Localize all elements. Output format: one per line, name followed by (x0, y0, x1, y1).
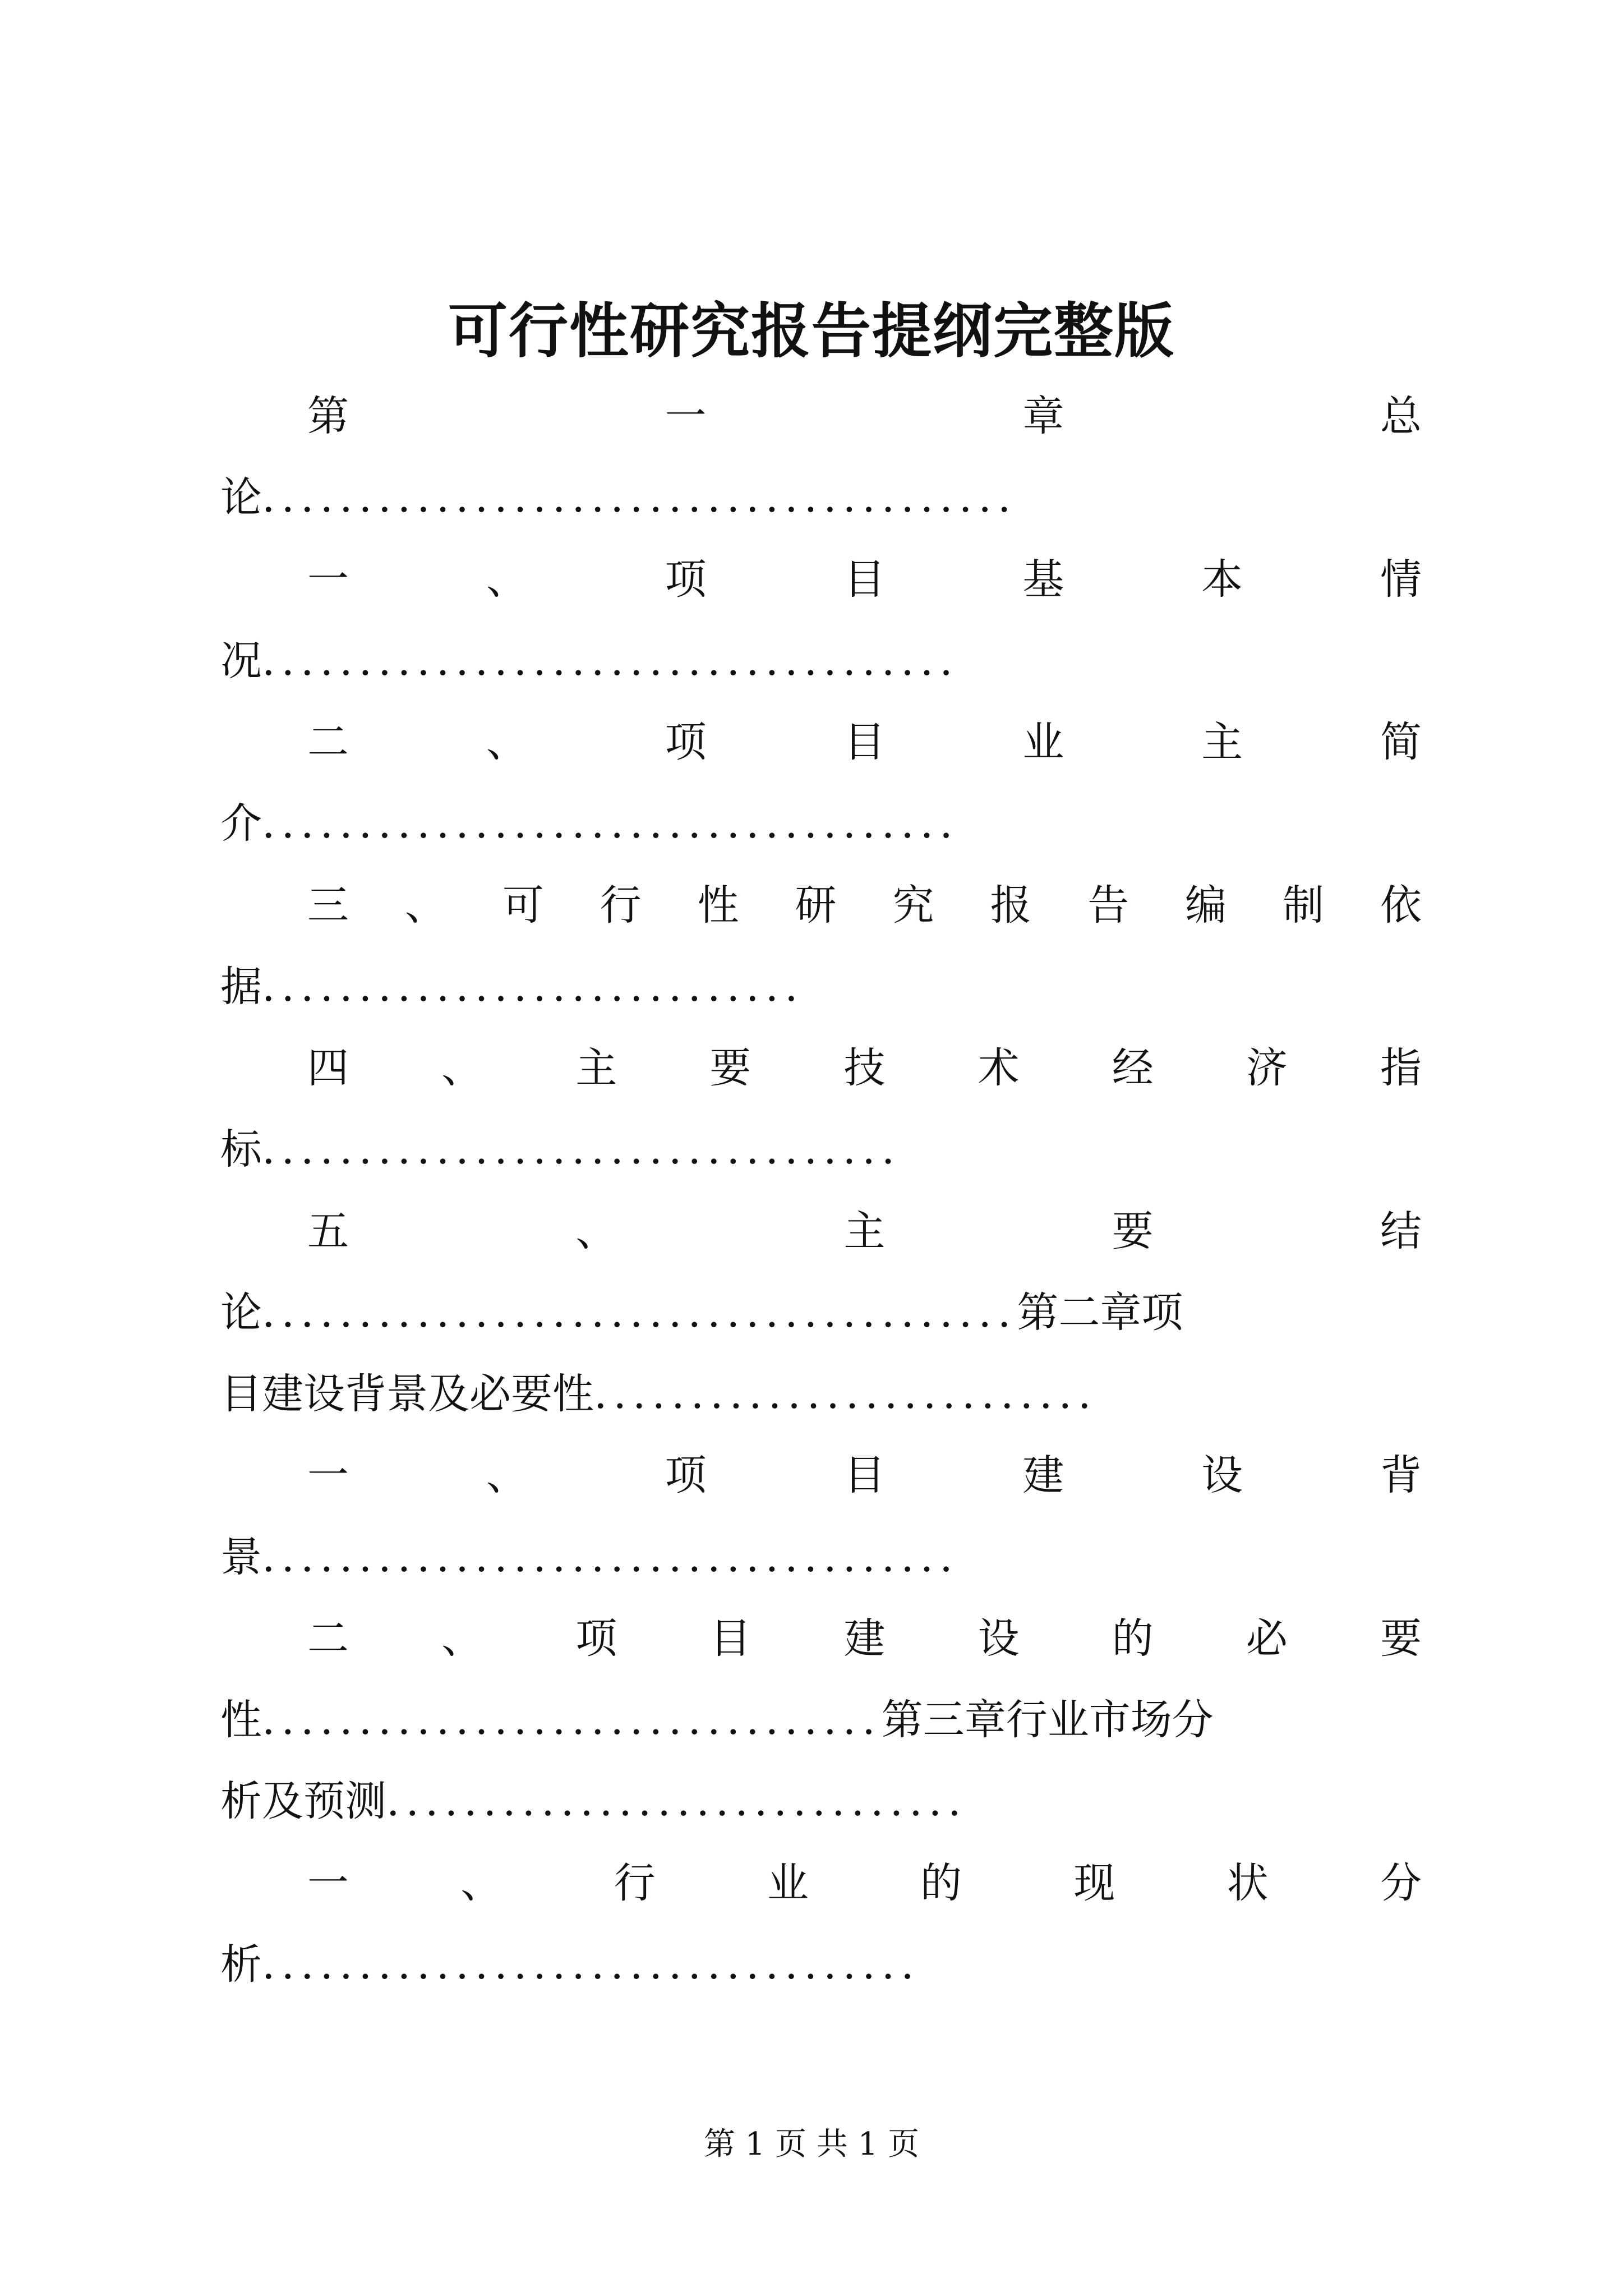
dot-leader: .................................... (262, 799, 959, 848)
toc-heading-line (220, 703, 1422, 781)
toc-char: 经 (1112, 1044, 1154, 1092)
toc-char: 究 (892, 881, 934, 930)
toc-char: 要 (1112, 1207, 1154, 1255)
toc-char: 第 (307, 392, 349, 440)
toc-text: 标 (220, 1125, 262, 1174)
toc-text: 析 (220, 1940, 262, 1989)
toc-char: 二 (307, 1614, 349, 1663)
toc-char: 背 (1380, 1451, 1422, 1499)
toc-char: 分 (1380, 1859, 1422, 1907)
toc-leader-line (220, 947, 1422, 1026)
toc-continuation-text: 第三章行业市场分 (881, 1696, 1214, 1744)
toc-char: 术 (978, 1044, 1020, 1092)
toc-heading-line (220, 1192, 1422, 1271)
document-title: 可行性研究报告提纲完整版 (448, 296, 1175, 366)
toc-char: 项 (575, 1614, 617, 1663)
toc-char: 要 (709, 1044, 751, 1092)
toc-char: 、 (460, 1859, 502, 1907)
toc-leader-line (220, 1273, 1422, 1352)
toc-char: 行 (614, 1859, 656, 1907)
toc-char: 情 (1380, 555, 1422, 604)
toc-char: 现 (1073, 1859, 1115, 1907)
toc-leader-line (220, 784, 1422, 863)
toc-heading-line (220, 540, 1422, 619)
toc-heading-line (220, 1436, 1422, 1515)
toc-heading-line (220, 866, 1422, 945)
toc-char: 、 (486, 555, 528, 604)
toc-char: 基 (1022, 555, 1064, 604)
toc-char: 、 (486, 718, 528, 766)
toc-char: 二 (307, 718, 349, 766)
dot-leader: ....................................... (262, 1289, 1017, 1337)
toc-heading-line (220, 1029, 1422, 1107)
toc-char: 目 (843, 555, 886, 604)
toc-char: 本 (1201, 555, 1243, 604)
toc-heading-line (220, 377, 1422, 455)
dot-leader: .............................. (386, 1777, 967, 1825)
toc-char: 目 (709, 1614, 751, 1663)
toc-text: 介 (220, 799, 262, 848)
toc-text: 况 (220, 637, 262, 685)
toc-char: 技 (843, 1044, 886, 1092)
toc-heading-line (220, 1844, 1422, 1922)
toc-text: 析及预测 (220, 1777, 386, 1825)
toc-heading-line (220, 1599, 1422, 1678)
toc-char: 研 (795, 881, 837, 930)
toc-leader-line (220, 1762, 1422, 1841)
toc-char: 目 (843, 1451, 886, 1499)
page-footer: 第 1 页 共 1 页 (703, 2126, 920, 2162)
toc-text: 论 (220, 1289, 262, 1337)
toc-char: 行 (600, 881, 642, 930)
toc-char: 济 (1246, 1044, 1288, 1092)
toc-char: 、 (404, 881, 446, 930)
toc-char: 状 (1227, 1859, 1269, 1907)
toc-char: 一 (307, 1451, 349, 1499)
toc-char: 必 (1246, 1614, 1288, 1663)
toc-char: 设 (1201, 1451, 1243, 1499)
toc-char: 章 (1022, 392, 1064, 440)
toc-char: 告 (1087, 881, 1129, 930)
toc-char: 三 (307, 881, 349, 930)
toc-char: 项 (665, 555, 707, 604)
toc-text: 据 (220, 963, 262, 1011)
toc-text: 目建设背景及必要性 (220, 1370, 594, 1418)
toc-char: 一 (307, 1859, 349, 1907)
toc-char: 的 (1112, 1614, 1154, 1663)
toc-char: 业 (767, 1859, 809, 1907)
dot-leader: .................................... (262, 1533, 959, 1581)
toc-char: 一 (665, 392, 707, 440)
toc-leader-line (220, 1355, 1422, 1433)
toc-leader-line (220, 622, 1422, 700)
toc-char: 主 (575, 1044, 617, 1092)
dot-leader: .................................... (262, 637, 959, 685)
toc-char: 目 (843, 718, 886, 766)
toc-char: 五 (307, 1207, 349, 1255)
toc-char: 的 (920, 1859, 962, 1907)
dot-leader: ................................ (262, 1696, 882, 1744)
dot-leader: .......................... (594, 1370, 1098, 1418)
toc-char: 要 (1380, 1614, 1422, 1663)
toc-leader-line (220, 1110, 1422, 1189)
toc-char: 编 (1185, 881, 1227, 930)
toc-char: 业 (1022, 718, 1064, 766)
dot-leader: ....................................... (262, 473, 1017, 522)
toc-char: 、 (486, 1451, 528, 1499)
toc-char: 结 (1380, 1207, 1422, 1255)
toc-leader-line (220, 1925, 1422, 2004)
toc-char: 、 (441, 1614, 483, 1663)
toc-char: 指 (1380, 1044, 1422, 1092)
toc-char: 建 (843, 1614, 886, 1663)
toc-text: 性 (220, 1696, 262, 1744)
toc-char: 可 (502, 881, 544, 930)
dot-leader: .................................. (262, 1940, 920, 1989)
toc-char: 、 (575, 1207, 617, 1255)
toc-leader-line (220, 1681, 1422, 1759)
toc-leader-line (220, 1518, 1422, 1596)
toc-char: 主 (843, 1207, 886, 1255)
toc-char: 依 (1380, 881, 1422, 930)
toc-char: 简 (1380, 718, 1422, 766)
toc-leader-line (220, 458, 1422, 537)
dot-leader: ............................ (262, 963, 804, 1011)
toc-char: 总 (1380, 392, 1422, 440)
toc-char: 主 (1201, 718, 1243, 766)
toc-char: 制 (1283, 881, 1325, 930)
dot-leader: ................................. (262, 1125, 901, 1174)
toc-char: 报 (990, 881, 1032, 930)
toc-text: 景 (220, 1533, 262, 1581)
toc-char: 项 (665, 1451, 707, 1499)
toc-char: 项 (665, 718, 707, 766)
toc-char: 性 (697, 881, 739, 930)
toc-char: 、 (441, 1044, 483, 1092)
toc-char: 建 (1022, 1451, 1064, 1499)
toc-char: 一 (307, 555, 349, 604)
toc-text: 论 (220, 473, 262, 522)
toc-continuation-text: 第二章项 (1017, 1289, 1183, 1337)
toc-char: 设 (978, 1614, 1020, 1663)
toc-char: 四 (307, 1044, 349, 1092)
